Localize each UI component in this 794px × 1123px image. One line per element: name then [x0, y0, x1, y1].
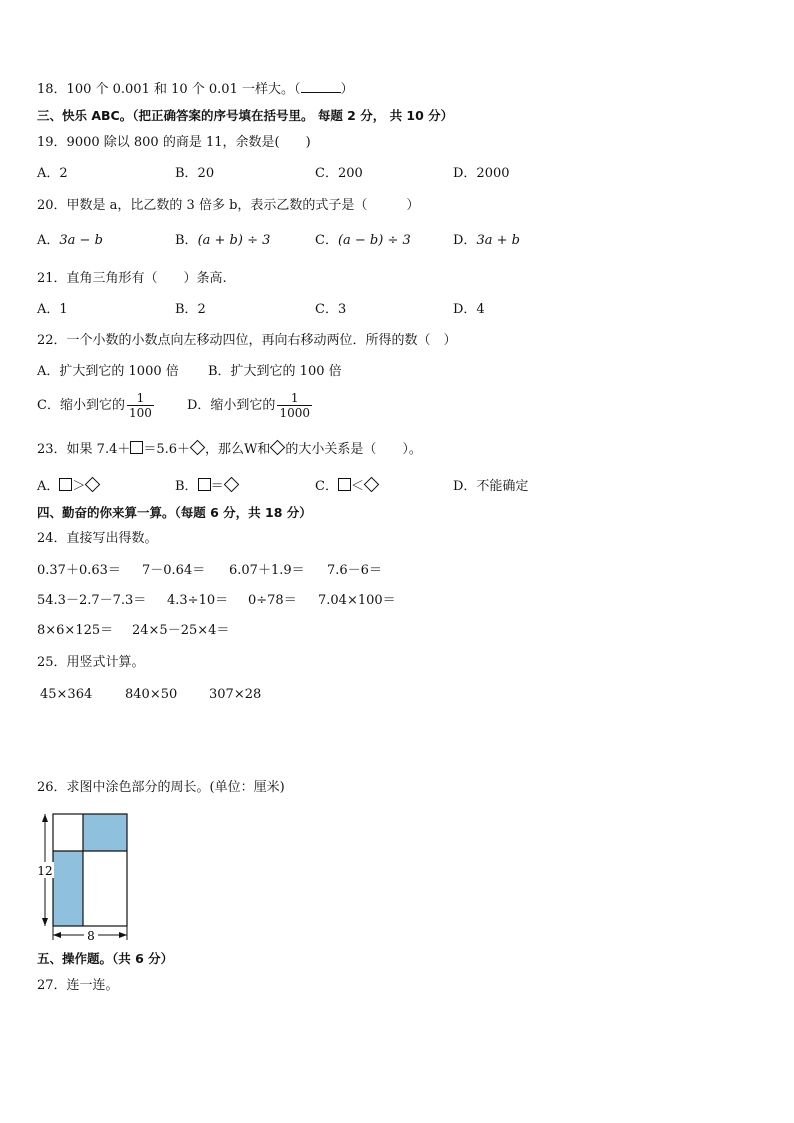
q23-option-c-label: C．	[315, 479, 338, 494]
q22-option-b[interactable]: B．扩大到它的 100 倍	[208, 364, 342, 379]
q26-figure	[30, 808, 140, 944]
q27-text: 27．连一连。	[37, 978, 119, 993]
q23-option-b[interactable]	[175, 478, 239, 496]
q22-option-c-numerator: 1	[136, 391, 145, 405]
shaded-bottom-left	[53, 851, 83, 926]
q22-option-d-label: D．缩小到它的	[187, 398, 276, 413]
diamond-icon	[223, 477, 239, 493]
q25-item-3: 307×28	[209, 687, 262, 702]
q20-text: 20．甲数是 a，比乙数的 3 倍多 b，表示乙数的式子是（ ）	[37, 198, 420, 213]
q21-text: 21．直角三角形有（ ）条高.	[37, 271, 227, 286]
q23-option-a-label: A．	[37, 479, 60, 494]
q20-option-b[interactable]	[175, 232, 270, 250]
q20-option-d-expr: 3a + b	[476, 233, 520, 248]
q18-close: ）	[340, 82, 354, 97]
q21-option-c[interactable]: C．3	[315, 302, 347, 317]
q20-option-a-label: A．	[37, 233, 60, 248]
q19-option-b[interactable]: B．20	[175, 166, 215, 181]
q23-suffix: ，那么W和	[205, 442, 271, 457]
square-icon	[59, 478, 72, 491]
square-icon	[198, 478, 211, 491]
q24-r2-c2: 4.3÷10＝	[167, 593, 229, 608]
q22-option-d-denominator: 1000	[279, 406, 310, 420]
q24-text: 24．直接写出得数。	[37, 531, 158, 546]
q19-option-c[interactable]: C．200	[315, 166, 363, 181]
section3-title: 三、快乐 ABC。（把正确答案的序号填在括号里。 每题 2 分， 共 10 分）	[37, 108, 454, 123]
q24-r1-c4: 7.6－6＝	[327, 563, 382, 578]
q23-prefix: 23．如果 7.4＋	[37, 442, 131, 457]
diamond-icon	[85, 477, 101, 493]
q26-text: 26．求图中涂色部分的周长。(单位：厘米)	[37, 780, 285, 795]
q23-option-b-label: B．	[175, 479, 198, 494]
q23-text	[37, 441, 422, 459]
q23-option-c-op: ＜	[350, 479, 364, 494]
diamond-icon	[190, 440, 206, 456]
q18-text: 18．100 个 0.001 和 10 个 0.01 一样大。（	[37, 82, 301, 97]
shaded-top-right	[83, 814, 127, 851]
q23-option-c[interactable]	[315, 478, 379, 496]
q22-option-d[interactable]	[187, 391, 312, 420]
q20-option-a[interactable]	[37, 232, 103, 250]
q22-option-d-fraction	[277, 391, 312, 420]
q24-r2-c4: 7.04×100＝	[318, 593, 396, 608]
q22-option-a[interactable]: A．扩大到它的 1000 倍	[37, 364, 179, 379]
square-icon	[130, 441, 143, 454]
q22-option-c-label: C．缩小到它的	[37, 398, 125, 413]
q19-option-d[interactable]: D．2000	[453, 166, 510, 181]
q19-option-a[interactable]: A．2	[37, 166, 68, 181]
width-arrow-right	[119, 932, 127, 938]
q23-mid: ＝5.6＋	[143, 442, 191, 457]
section4-title: 四、勤奋的你来算一算。（每题 6 分，共 18 分）	[37, 505, 312, 520]
q22-option-c[interactable]	[37, 391, 154, 420]
square-icon	[338, 478, 351, 491]
q24-r1-c3: 6.07＋1.9＝	[229, 563, 305, 578]
q21-option-a[interactable]: A．1	[37, 302, 68, 317]
width-arrow-left	[53, 932, 61, 938]
q23-option-a[interactable]	[37, 478, 100, 496]
q24-r3-c1: 8×6×125＝	[37, 623, 114, 638]
q23-option-b-op: ＝	[210, 479, 224, 494]
q21-option-d[interactable]: D．4	[453, 302, 485, 317]
q24-r1-c1: 0.37＋0.63＝	[37, 563, 121, 578]
q25-text: 25．用竖式计算。	[37, 655, 145, 670]
diamond-icon	[364, 477, 380, 493]
height-label: 12	[37, 864, 53, 878]
q24-r1-c2: 7－0.64＝	[142, 563, 206, 578]
q20-option-b-label: B．	[175, 233, 198, 248]
q20-option-d[interactable]	[453, 232, 520, 250]
q20-option-c-label: C．	[315, 233, 338, 248]
q20-option-b-expr: (a + b) ÷ 3	[197, 233, 271, 248]
height-arrow-bottom	[42, 918, 48, 926]
height-arrow-top	[42, 814, 48, 822]
q22-text: 22．一个小数的小数点向左移动四位，再向右移动两位．所得的数（ ）	[37, 333, 457, 348]
q25-item-2: 840×50	[125, 687, 178, 702]
q22-option-c-denominator: 100	[128, 406, 152, 420]
q21-option-b[interactable]: B．2	[175, 302, 206, 317]
q19-text: 19．9000 除以 800 的商是 11，余数是( )	[37, 135, 311, 150]
q24-r2-c1: 54.3－2.7－7.3＝	[37, 593, 147, 608]
width-label: 8	[87, 929, 95, 943]
q23-option-d[interactable]: D．不能确定	[453, 479, 529, 494]
q24-r2-c3: 0÷78＝	[248, 593, 297, 608]
q18	[37, 80, 354, 99]
q20-option-a-expr: 3a − b	[59, 233, 103, 248]
q22-option-d-numerator: 1	[290, 391, 299, 405]
q20-option-d-label: D．	[453, 233, 477, 248]
q23-tail: 的大小关系是（ ）。	[285, 442, 422, 457]
section5-title: 五、操作题。（共 6 分）	[37, 951, 174, 966]
q18-answer-blank[interactable]	[301, 80, 341, 93]
q20-option-c-expr: (a − b) ÷ 3	[337, 233, 411, 248]
q22-option-c-fraction	[127, 391, 154, 420]
q24-r3-c2: 24×5－25×4＝	[132, 623, 230, 638]
q25-item-1: 45×364	[40, 687, 93, 702]
q20-option-c[interactable]	[315, 232, 411, 250]
diamond-icon	[270, 440, 286, 456]
q23-option-a-op: ＞	[72, 479, 86, 494]
